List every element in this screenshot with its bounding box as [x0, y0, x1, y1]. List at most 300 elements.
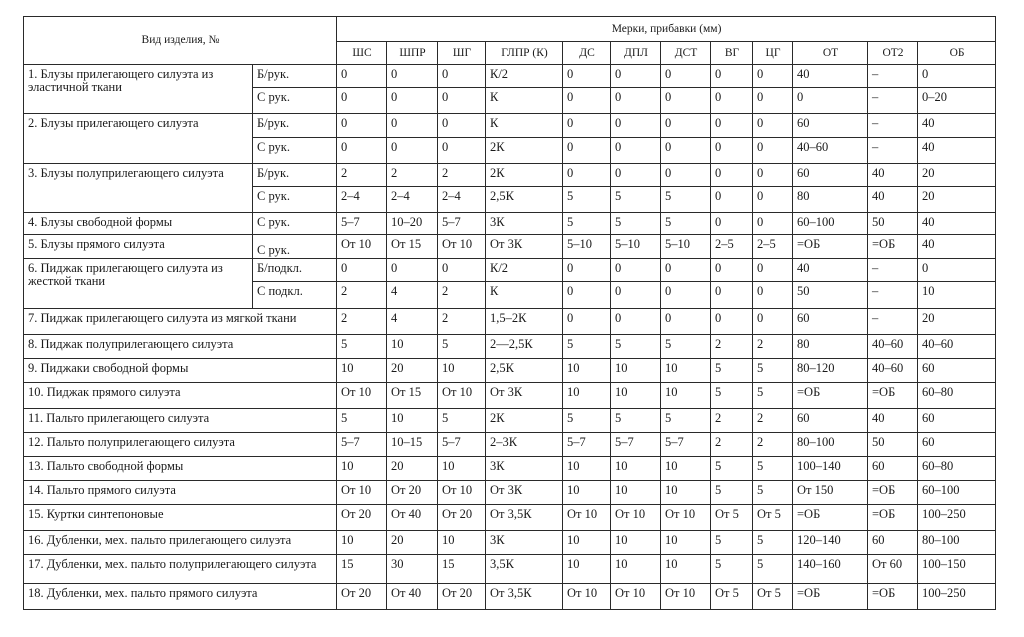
value-cell: 0–20: [918, 88, 996, 114]
value-cell: 5: [753, 457, 793, 481]
column-header: ГЛПР (К): [486, 42, 563, 65]
value-cell: –: [868, 282, 918, 309]
value-cell: 5: [753, 359, 793, 383]
value-cell: От 10: [611, 584, 661, 610]
value-cell: 0: [337, 88, 387, 114]
table-row: [24, 409, 996, 433]
value-cell: От 5: [753, 584, 793, 610]
value-cell: 0: [611, 114, 661, 138]
value-cell: От 10: [337, 235, 387, 259]
value-cell: 60: [793, 309, 868, 335]
value-cell: От 10: [563, 505, 611, 531]
value-cell: 5–7: [563, 433, 611, 457]
value-cell: 60: [793, 164, 868, 187]
value-cell: =ОБ: [868, 584, 918, 610]
value-cell: От 5: [711, 505, 753, 531]
value-cell: 0: [661, 309, 711, 335]
value-cell: 0: [753, 164, 793, 187]
value-cell: 40: [793, 259, 868, 282]
value-cell: 80–100: [918, 531, 996, 555]
value-cell: 0: [793, 88, 868, 114]
item-name-cell: 9. Пиджаки свободной формы: [24, 359, 337, 383]
value-cell: 2: [753, 433, 793, 457]
value-cell: 10: [563, 383, 611, 409]
value-cell: 5: [563, 335, 611, 359]
value-cell: 100–140: [793, 457, 868, 481]
value-cell: 3К: [486, 213, 563, 235]
value-cell: 80: [793, 187, 868, 213]
value-cell: 10: [661, 481, 711, 505]
value-cell: =ОБ: [868, 505, 918, 531]
value-cell: 0: [337, 114, 387, 138]
value-cell: –: [868, 88, 918, 114]
value-cell: 2: [387, 164, 438, 187]
value-cell: 10: [611, 531, 661, 555]
value-cell: 0: [438, 138, 486, 164]
item-name-cell: 16. Дубленки, мех. пальто прилегающего силуэта: [24, 531, 337, 555]
allowances-table: [23, 16, 996, 610]
value-cell: 5: [661, 409, 711, 433]
value-cell: 0: [563, 309, 611, 335]
table-row: [24, 359, 996, 383]
value-cell: К: [486, 282, 563, 309]
value-cell: 5: [661, 187, 711, 213]
table-row: [24, 531, 996, 555]
value-cell: 0: [918, 259, 996, 282]
item-name-cell: 4. Блузы свободной формы: [24, 213, 253, 235]
value-cell: 10: [661, 555, 711, 584]
value-cell: 4: [387, 309, 438, 335]
value-cell: 0: [611, 88, 661, 114]
table-row: [24, 433, 996, 457]
value-cell: От 15: [387, 383, 438, 409]
value-cell: 2: [711, 335, 753, 359]
value-cell: 0: [563, 164, 611, 187]
value-cell: От 40: [387, 505, 438, 531]
value-cell: 5: [611, 213, 661, 235]
value-cell: 5: [711, 481, 753, 505]
value-cell: 5: [611, 409, 661, 433]
value-cell: 2–5: [711, 235, 753, 259]
value-cell: =ОБ: [868, 481, 918, 505]
value-cell: 5: [753, 555, 793, 584]
value-cell: 0: [711, 88, 753, 114]
value-cell: 5: [711, 383, 753, 409]
value-cell: От 150: [793, 481, 868, 505]
value-cell: 10: [438, 359, 486, 383]
value-cell: 3К: [486, 531, 563, 555]
table-row: [24, 235, 996, 259]
table-row: [24, 213, 996, 235]
value-cell: 5: [611, 335, 661, 359]
value-cell: 2: [753, 409, 793, 433]
value-cell: 0: [563, 114, 611, 138]
value-cell: 80–100: [793, 433, 868, 457]
value-cell: 40–60: [793, 138, 868, 164]
value-cell: 1,5–2К: [486, 309, 563, 335]
value-cell: 5–7: [661, 433, 711, 457]
value-cell: 10: [661, 457, 711, 481]
value-cell: 5–7: [438, 213, 486, 235]
value-cell: 100–250: [918, 584, 996, 610]
variant-cell: С подкл.: [253, 282, 337, 309]
value-cell: 0: [753, 114, 793, 138]
table-row: [24, 584, 996, 610]
value-cell: 3,5К: [486, 555, 563, 584]
item-name-cell: 12. Пальто полуприлегающего силуэта: [24, 433, 337, 457]
value-cell: От 3К: [486, 235, 563, 259]
value-cell: –: [868, 138, 918, 164]
item-column-header: Вид изделия, №: [24, 17, 337, 65]
value-cell: 0: [337, 259, 387, 282]
value-cell: 60–100: [918, 481, 996, 505]
variant-cell: Б/рук.: [253, 164, 337, 187]
value-cell: 0: [753, 213, 793, 235]
value-cell: От 20: [337, 584, 387, 610]
value-cell: 40–60: [918, 335, 996, 359]
value-cell: 2–4: [438, 187, 486, 213]
value-cell: 0: [753, 187, 793, 213]
value-cell: 5: [337, 335, 387, 359]
value-cell: 10: [611, 481, 661, 505]
value-cell: 0: [711, 187, 753, 213]
value-cell: 5–10: [563, 235, 611, 259]
column-header: ШГ: [438, 42, 486, 65]
value-cell: 5: [438, 335, 486, 359]
item-name-cell: 18. Дубленки, мех. пальто прямого силуэта: [24, 584, 337, 610]
value-cell: 0: [387, 138, 438, 164]
value-cell: 10: [438, 531, 486, 555]
value-cell: 5: [753, 481, 793, 505]
value-cell: 5: [753, 531, 793, 555]
column-header: ОТ: [793, 42, 868, 65]
table-row: [24, 481, 996, 505]
value-cell: 50: [793, 282, 868, 309]
value-cell: 80: [793, 335, 868, 359]
value-cell: 0: [711, 309, 753, 335]
table-row: [24, 65, 996, 88]
column-header: ДСТ: [661, 42, 711, 65]
item-name-cell: 1. Блузы прилегающего силуэта из эластичной ткани: [24, 65, 253, 114]
value-cell: 0: [753, 259, 793, 282]
value-cell: От 40: [387, 584, 438, 610]
item-name-cell: 17. Дубленки, мех. пальто полуприлегающего силуэта: [24, 555, 337, 584]
value-cell: 140–160: [793, 555, 868, 584]
value-cell: 40: [868, 164, 918, 187]
value-cell: 2,5К: [486, 359, 563, 383]
value-cell: 0: [563, 65, 611, 88]
item-name-cell: 13. Пальто свободной формы: [24, 457, 337, 481]
value-cell: 5: [563, 409, 611, 433]
value-cell: 5: [711, 359, 753, 383]
value-cell: 10–20: [387, 213, 438, 235]
table-row: [24, 383, 996, 409]
value-cell: От 20: [438, 505, 486, 531]
value-cell: 2К: [486, 164, 563, 187]
table-row: [24, 114, 996, 138]
value-cell: От 10: [438, 235, 486, 259]
variant-cell: Б/подкл.: [253, 259, 337, 282]
value-cell: 120–140: [793, 531, 868, 555]
value-cell: 2: [438, 309, 486, 335]
value-cell: 0: [611, 282, 661, 309]
value-cell: 0: [611, 65, 661, 88]
item-name-cell: 14. Пальто прямого силуэта: [24, 481, 337, 505]
value-cell: 10: [611, 555, 661, 584]
value-cell: 2–5: [753, 235, 793, 259]
value-cell: 5: [611, 187, 661, 213]
value-cell: 0: [753, 138, 793, 164]
value-cell: 0: [438, 65, 486, 88]
value-cell: 2,5К: [486, 187, 563, 213]
table-row: [24, 259, 996, 282]
value-cell: К: [486, 88, 563, 114]
value-cell: 20: [387, 359, 438, 383]
item-name-cell: 2. Блузы прилегающего силуэта: [24, 114, 253, 164]
value-cell: 0: [563, 138, 611, 164]
value-cell: 40: [918, 235, 996, 259]
value-cell: 60: [918, 359, 996, 383]
value-cell: 60: [918, 433, 996, 457]
value-cell: 0: [918, 65, 996, 88]
value-cell: 5–7: [337, 433, 387, 457]
value-cell: 0: [661, 138, 711, 164]
item-name-cell: 10. Пиджак прямого силуэта: [24, 383, 337, 409]
variant-cell: С рук.: [253, 213, 337, 235]
value-cell: От 60: [868, 555, 918, 584]
value-cell: 20: [918, 187, 996, 213]
value-cell: 0: [711, 164, 753, 187]
value-cell: 15: [438, 555, 486, 584]
value-cell: 2–4: [337, 187, 387, 213]
value-cell: 10: [563, 359, 611, 383]
value-cell: 10: [563, 555, 611, 584]
value-cell: 40: [793, 65, 868, 88]
value-cell: 40: [868, 187, 918, 213]
value-cell: 40: [868, 409, 918, 433]
value-cell: 0: [563, 259, 611, 282]
value-cell: 0: [438, 88, 486, 114]
value-cell: От 10: [337, 481, 387, 505]
value-cell: 30: [387, 555, 438, 584]
value-cell: 5–7: [611, 433, 661, 457]
value-cell: –: [868, 309, 918, 335]
value-cell: От 10: [661, 584, 711, 610]
value-cell: 0: [753, 88, 793, 114]
value-cell: 0: [661, 114, 711, 138]
value-cell: 2–4: [387, 187, 438, 213]
value-cell: От 10: [438, 383, 486, 409]
value-cell: 0: [337, 65, 387, 88]
value-cell: 10: [337, 457, 387, 481]
value-cell: 5: [438, 409, 486, 433]
variant-cell: С рук.: [253, 138, 337, 164]
value-cell: 20: [918, 309, 996, 335]
value-cell: 10: [611, 383, 661, 409]
table-row: [24, 335, 996, 359]
value-cell: От 10: [563, 584, 611, 610]
value-cell: 10: [661, 359, 711, 383]
value-cell: 0: [661, 164, 711, 187]
value-cell: 5–10: [611, 235, 661, 259]
value-cell: 2: [438, 282, 486, 309]
value-cell: 5: [337, 409, 387, 433]
value-cell: 60: [868, 531, 918, 555]
table-body: [24, 65, 996, 610]
value-cell: 20: [918, 164, 996, 187]
value-cell: 0: [753, 282, 793, 309]
value-cell: 2: [337, 309, 387, 335]
value-cell: 20: [387, 531, 438, 555]
value-cell: 4: [387, 282, 438, 309]
value-cell: От 10: [661, 505, 711, 531]
variant-cell: С рук.: [253, 235, 337, 259]
value-cell: –: [868, 65, 918, 88]
column-header: ОТ2: [868, 42, 918, 65]
value-cell: 5–7: [337, 213, 387, 235]
value-cell: 0: [711, 282, 753, 309]
value-cell: К: [486, 114, 563, 138]
variant-cell: Б/рук.: [253, 114, 337, 138]
value-cell: От 20: [387, 481, 438, 505]
value-cell: 0: [563, 282, 611, 309]
column-header: ДПЛ: [611, 42, 661, 65]
value-cell: 80–120: [793, 359, 868, 383]
value-cell: 0: [387, 65, 438, 88]
value-cell: 2—2,5К: [486, 335, 563, 359]
value-cell: От 10: [438, 481, 486, 505]
value-cell: От 3К: [486, 383, 563, 409]
value-cell: От 3,5К: [486, 584, 563, 610]
value-cell: 2К: [486, 409, 563, 433]
value-cell: 10: [337, 531, 387, 555]
value-cell: 60: [793, 409, 868, 433]
value-cell: –: [868, 114, 918, 138]
value-cell: 0: [661, 259, 711, 282]
value-cell: 2К: [486, 138, 563, 164]
value-cell: 60–100: [793, 213, 868, 235]
value-cell: 5: [661, 213, 711, 235]
value-cell: 0: [387, 88, 438, 114]
value-cell: От 5: [711, 584, 753, 610]
value-cell: 5: [563, 213, 611, 235]
value-cell: 0: [563, 88, 611, 114]
value-cell: 5: [661, 335, 711, 359]
value-cell: 60–80: [918, 383, 996, 409]
value-cell: 0: [611, 164, 661, 187]
value-cell: 0: [661, 282, 711, 309]
variant-cell: С рук.: [253, 88, 337, 114]
value-cell: 0: [711, 65, 753, 88]
column-header: ОБ: [918, 42, 996, 65]
value-cell: 0: [711, 213, 753, 235]
value-cell: 10–15: [387, 433, 438, 457]
value-cell: 2: [337, 282, 387, 309]
item-name-cell: 15. Куртки синтепоновые: [24, 505, 337, 531]
value-cell: =ОБ: [793, 584, 868, 610]
value-cell: 5: [711, 457, 753, 481]
item-name-cell: 8. Пиджак полуприлегающего силуэта: [24, 335, 337, 359]
value-cell: 40: [918, 138, 996, 164]
value-cell: 2: [753, 335, 793, 359]
value-cell: 2: [337, 164, 387, 187]
value-cell: 2–3К: [486, 433, 563, 457]
value-cell: 10: [918, 282, 996, 309]
value-cell: К/2: [486, 259, 563, 282]
value-cell: =ОБ: [868, 235, 918, 259]
value-cell: 60–80: [918, 457, 996, 481]
value-cell: 10: [337, 359, 387, 383]
value-cell: 2: [711, 409, 753, 433]
value-cell: От 10: [337, 383, 387, 409]
item-name-cell: 7. Пиджак прилегающего силуэта из мягкой ткани: [24, 309, 337, 335]
value-cell: 10: [611, 359, 661, 383]
column-header: ШС: [337, 42, 387, 65]
table-row: [24, 309, 996, 335]
value-cell: 10: [563, 531, 611, 555]
variant-cell: С рук.: [253, 187, 337, 213]
value-cell: 2: [438, 164, 486, 187]
value-cell: 0: [438, 114, 486, 138]
value-cell: 5: [711, 531, 753, 555]
value-cell: 0: [711, 138, 753, 164]
value-cell: 10: [661, 531, 711, 555]
value-cell: 100–250: [918, 505, 996, 531]
value-cell: 0: [387, 114, 438, 138]
value-cell: 5: [711, 555, 753, 584]
value-cell: 2: [711, 433, 753, 457]
value-cell: 0: [387, 259, 438, 282]
value-cell: От 15: [387, 235, 438, 259]
value-cell: 50: [868, 433, 918, 457]
table-header: [24, 17, 996, 65]
value-cell: 5–7: [438, 433, 486, 457]
value-cell: 10: [661, 383, 711, 409]
value-cell: От 5: [753, 505, 793, 531]
value-cell: 60: [793, 114, 868, 138]
item-name-cell: 5. Блузы прямого силуэта: [24, 235, 253, 259]
value-cell: От 20: [337, 505, 387, 531]
value-cell: 10: [438, 457, 486, 481]
variant-cell: Б/рук.: [253, 65, 337, 88]
value-cell: 10: [387, 335, 438, 359]
value-cell: 20: [387, 457, 438, 481]
measurements-group-header: Мерки, прибавки (мм): [337, 17, 996, 42]
item-name-cell: 6. Пиджак прилегающего силуэта из жесткой ткани: [24, 259, 253, 309]
value-cell: 0: [753, 309, 793, 335]
value-cell: 0: [611, 138, 661, 164]
value-cell: От 3К: [486, 481, 563, 505]
value-cell: 40–60: [868, 335, 918, 359]
value-cell: 40: [918, 213, 996, 235]
value-cell: 0: [611, 309, 661, 335]
value-cell: 0: [711, 259, 753, 282]
value-cell: 50: [868, 213, 918, 235]
value-cell: =ОБ: [868, 383, 918, 409]
value-cell: 60: [918, 409, 996, 433]
value-cell: 60: [868, 457, 918, 481]
value-cell: От 20: [438, 584, 486, 610]
value-cell: 0: [661, 88, 711, 114]
value-cell: 5: [563, 187, 611, 213]
value-cell: От 10: [611, 505, 661, 531]
value-cell: 0: [611, 259, 661, 282]
item-name-cell: 11. Пальто прилегающего силуэта: [24, 409, 337, 433]
value-cell: 0: [753, 65, 793, 88]
value-cell: 100–150: [918, 555, 996, 584]
column-header: ЦГ: [753, 42, 793, 65]
column-header: ВГ: [711, 42, 753, 65]
